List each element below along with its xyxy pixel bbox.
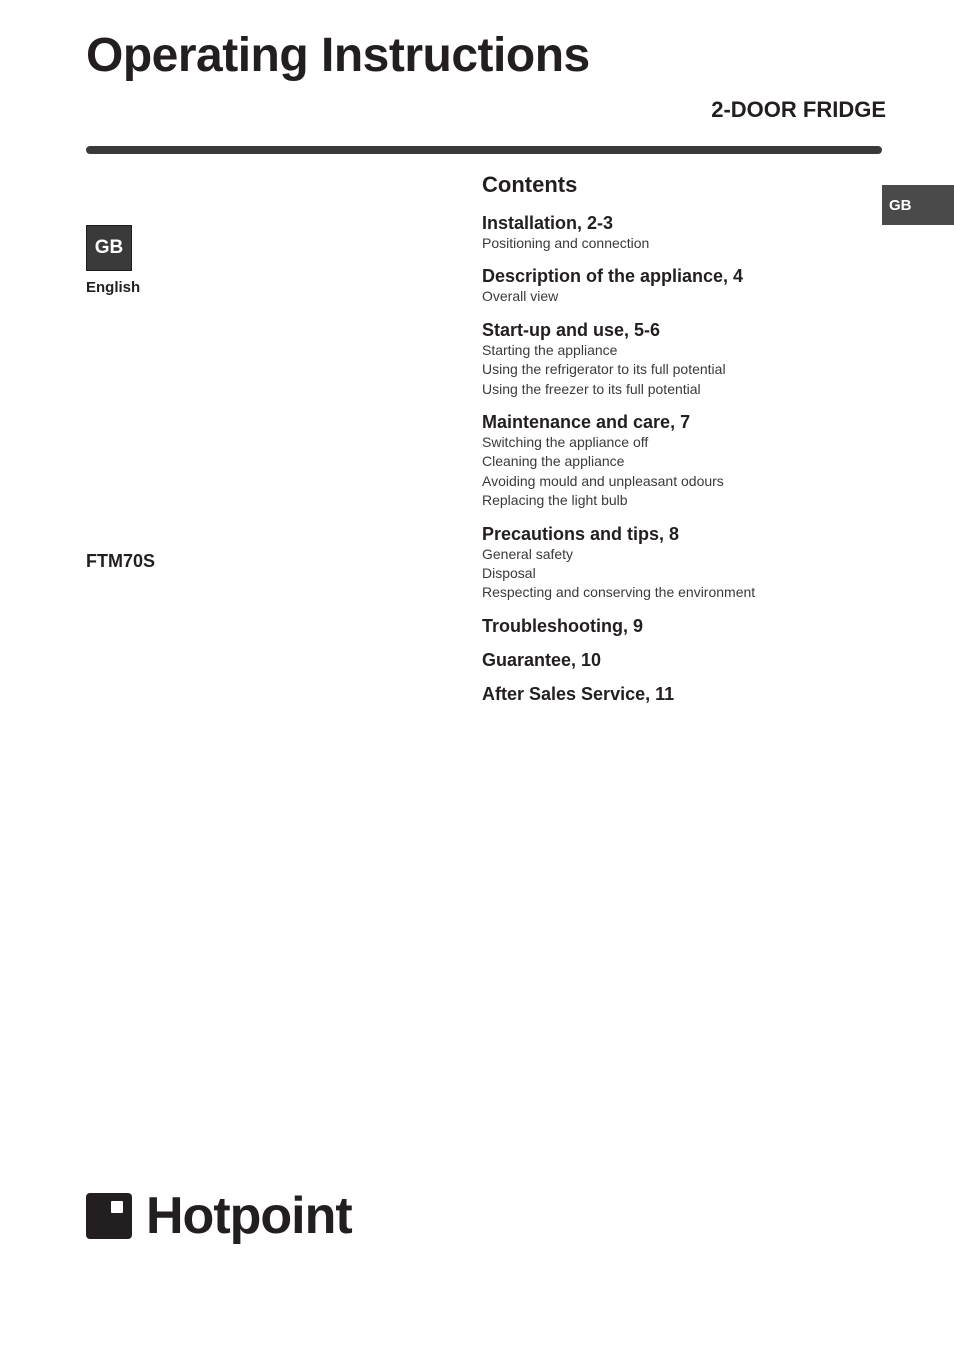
header-divider (86, 146, 882, 154)
section-subitem: Cleaning the appliance (482, 453, 625, 470)
section-subitem: Disposal (482, 565, 536, 582)
section-title: Description of the appliance, 4 (482, 266, 744, 287)
section-subitem: Avoiding mould and unpleasant odours (482, 472, 724, 489)
section-subitem: Overall view (482, 288, 559, 305)
section-title: Installation, 2-3 (482, 213, 614, 233)
contents-sections (482, 212, 862, 705)
section-subitem: Starting the appliance (482, 341, 618, 358)
section-subitem: General safety (482, 545, 574, 562)
section-title: Precautions and tips, 8 (482, 523, 680, 544)
contents-section (482, 411, 862, 511)
contents-section (482, 615, 862, 637)
section-subitem: Replacing the light bulb (482, 492, 628, 509)
language-badge: GB (86, 225, 132, 271)
section-title: Start-up and use, 5-6 (482, 319, 661, 340)
section-title: Guarantee, 10 (482, 649, 602, 670)
contents-section (482, 683, 862, 705)
section-subitem: Respecting and conserving the environment (482, 584, 756, 601)
language-label: English (86, 279, 141, 296)
section-title: After Sales Service, 11 (482, 683, 675, 704)
contents-section (482, 649, 862, 671)
contents-section (482, 523, 862, 603)
section-subitem: Switching the appliance off (482, 434, 649, 451)
contents-section (482, 319, 862, 399)
section-subitem: Using the refrigerator to its full potential (482, 361, 726, 378)
contents-section (482, 265, 862, 306)
contents-section (482, 212, 862, 253)
language-side-tab: GB (882, 185, 954, 225)
section-subitem: Using the freezer to its full potential (482, 380, 701, 397)
document-title: Operating Instructions (86, 29, 590, 82)
contents-heading: Contents (482, 172, 578, 197)
brand-logo (86, 1187, 352, 1245)
model-number: FTM70S (86, 551, 156, 571)
section-title: Troubleshooting, 9 (482, 615, 643, 636)
section-subitem: Positioning and connection (482, 235, 650, 251)
hotpoint-logo-mark-icon (86, 1193, 132, 1239)
product-type: 2-DOOR FRIDGE (711, 97, 886, 122)
section-title: Maintenance and care, 7 (482, 412, 691, 433)
brand-name: Hotpoint (146, 1187, 352, 1245)
table-of-contents (482, 172, 862, 717)
